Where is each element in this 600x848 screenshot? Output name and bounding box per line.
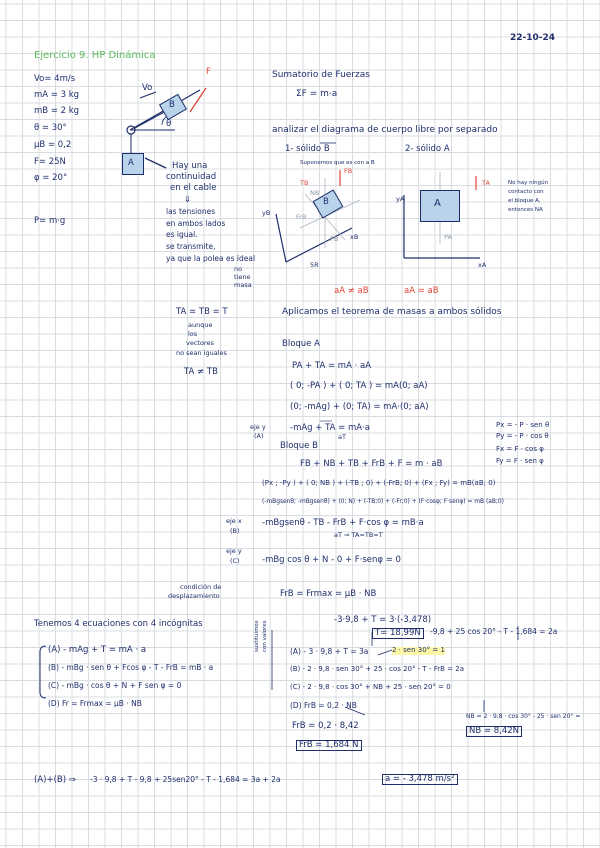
fr-calc: FrB = 0,2 · 8,42: [292, 721, 359, 731]
note-t-3: los: [188, 330, 198, 338]
label-theta: θ: [166, 119, 172, 129]
component-py: Py = - P · cos θ: [496, 432, 549, 440]
sen30-note: 2 · sen 30° = 1: [392, 646, 445, 654]
eje-y-a-tag: (A): [254, 432, 264, 440]
label-vo: Vo: [142, 83, 153, 93]
note-t-4: vectores: [186, 339, 214, 347]
sys-eq-2: (B) - mBg · sen θ + Fcos φ - T - FrB = mB · a: [48, 663, 214, 672]
note-t-6: TA ≠ TB: [184, 367, 218, 377]
note-cable-4: ⇓: [184, 195, 192, 205]
component-fy: Fy = F · sen φ: [496, 457, 544, 465]
block-a-heading: Bloque A: [282, 339, 320, 349]
sys-eq-1: (A) - mAg + T = mA · a: [48, 645, 147, 655]
component-px: Px = - P · sen θ: [496, 421, 550, 429]
eq-b-2: (Px ; -Py ) + ( 0; NB ) + (-TB ; 0) + (-FrB; 0) + (Fx ; Fy) = mB(aB; 0): [262, 479, 496, 487]
note-t-2: aunque: [188, 321, 213, 329]
sys-eq-4: (D) Fr = Frmax = μB · NB: [48, 699, 142, 708]
note-cable-10: no: [234, 265, 243, 273]
accel-eq: aA = aB: [404, 286, 439, 296]
eq-b-3: (-mBgsenθ; -mBgsenθ) + (0; N) + (-TB;0) + (-Fr;0) + (F·cosφ; F·senφ) = mB (aB;0): [262, 499, 504, 505]
eq-a-4: -mAg + TA = mA·a: [290, 423, 370, 433]
t-calc: -3·9,8 + T = 3·(-3,478): [334, 615, 432, 625]
force-ta: TA: [482, 179, 490, 187]
given-theta: θ = 30°: [34, 123, 67, 133]
eje-y-a: eje y: [250, 423, 266, 431]
nb-calc: NB = 2 · 9,8 · cos 30° - 25 · sen 20° =: [466, 713, 581, 720]
subs-eq-4: (D) FrB = 0,2 · NB: [290, 701, 357, 710]
given-p: P= m·g: [34, 216, 66, 226]
note-cable-5: las tensiones: [166, 207, 216, 216]
substitute-2: con valores: [262, 620, 268, 652]
note-t-5: no sean iguales: [176, 349, 227, 357]
eq-a-2: ( 0; -PA ) + ( 0; TA ) = mA(0; aA): [290, 381, 428, 391]
subs-eq-2: (B) - 2 · 9,8 · sen 30° + 25 · cos 20° - T - FrB = 2a: [290, 665, 464, 673]
force-nb: NB: [310, 189, 320, 197]
subs-eq-1: (A) - 3 · 9,8 + T = 3a: [290, 647, 369, 656]
given-mu: μB = 0,2: [34, 140, 72, 150]
slip-cond-1: condición de: [180, 583, 222, 591]
block-b-heading: Bloque B: [280, 441, 318, 451]
note-cable-2: continuidad: [166, 172, 217, 182]
at-label: aT: [338, 433, 346, 441]
note-cable-9: ya que la polea es ideal: [166, 254, 256, 263]
sum-forces-eq: ΣF = m·a: [296, 89, 338, 99]
suppose-note: Suponemos que es con a B: [300, 160, 375, 166]
accel-neq: aA ≠ aB: [334, 286, 369, 296]
sum-label: (A)+(B) ⇒: [34, 775, 76, 785]
fr-result: FrB = 1,684 N: [296, 740, 362, 751]
mass-theorem-title: Aplicamos el teorema de masas a ambos sólidos: [282, 307, 502, 317]
note-cable-3: en el cable: [170, 183, 217, 193]
axis-xa: xA: [478, 261, 487, 269]
axis-yb: yB: [262, 209, 271, 217]
right-eq: -9,8 + 25 cos 20° - T - 1,684 = 2a: [430, 627, 558, 636]
solid-b-title: 1- sólido B: [285, 144, 330, 154]
label-b: B: [169, 100, 175, 110]
note-cable-7: es igual.: [166, 230, 198, 239]
given-f: F= 25N: [34, 157, 66, 167]
slip-eq: FrB = Frmax = μB · NB: [280, 589, 377, 599]
eq-b-5: -mBg cos θ + N - 0 + F·senφ = 0: [262, 555, 401, 565]
no-contact-1: No hay ningún: [508, 180, 549, 186]
force-frb: FrB: [296, 213, 307, 221]
axis-ya: yA: [396, 195, 405, 203]
eje-y-b: eje y: [226, 547, 242, 555]
note-cable-11: tiene: [234, 273, 251, 281]
note-cable-12: masa: [234, 281, 252, 289]
axis-sr: 5R: [310, 261, 319, 269]
eje-y-b-tag: (C): [230, 557, 240, 565]
component-fx: Fx = F · cos φ: [496, 445, 544, 453]
solid-a-title: 2- sólido A: [405, 144, 450, 154]
given-phi: φ = 20°: [34, 173, 68, 183]
given-ma: mA = 3 kg: [34, 90, 80, 100]
note-t-1: TA = TB = T: [176, 307, 228, 317]
given-mb: mB = 2 kg: [34, 106, 80, 116]
no-contact-3: el bloque A,: [508, 198, 541, 204]
analysis-title: analizar el diagrama de cuerpo libre por separado: [272, 125, 498, 135]
nb-result: NB = 8,42N: [466, 726, 522, 737]
no-contact-2: contacto con: [508, 189, 544, 195]
sys-eq-3: (C) - mBg · cos θ + N + F sen φ = 0: [48, 681, 182, 690]
system-title: Tenemos 4 ecuaciones con 4 incógnitas: [34, 619, 203, 629]
note-cable-8: se transmite,: [166, 242, 216, 251]
t-result: T= 18,99N: [372, 628, 424, 639]
sum-eq: -3 · 9,8 + T - 9,8 + 25sen20° - T - 1,684 = 3a + 2a: [90, 775, 281, 784]
force-pb: PB: [330, 235, 339, 243]
given-vo: Vo= 4m/s: [34, 74, 76, 84]
label-f: F: [206, 67, 211, 77]
eq-a-1: PA + TA = mA · aA: [292, 361, 372, 371]
exercise-title: Ejercicio 9. HP Dinámica: [34, 50, 156, 61]
fbd-block-a-label: A: [434, 198, 441, 209]
note-cable-6: en ambos lados: [166, 219, 226, 228]
sum-forces-title: Sumatorio de Fuerzas: [272, 70, 370, 80]
fbd-block-b-label: B: [323, 197, 329, 207]
eje-x-b: eje x: [226, 517, 242, 525]
slip-cond-2: desplazamiento: [168, 592, 220, 600]
date: 22-10-24: [510, 33, 556, 43]
axis-xb: xB: [350, 233, 359, 241]
eq-a-3: (0; -mAg) + (0; TA) = mA·(0; aA): [290, 402, 429, 412]
force-tb: TB: [300, 179, 309, 187]
eje-x-b-tag: (B): [230, 527, 240, 535]
force-pa: PA: [444, 233, 452, 241]
substitute-1: sustituimos: [254, 620, 260, 652]
eq-b-note: aT ⇒ TA=TB=T: [334, 531, 383, 539]
subs-eq-3: (C) - 2 · 9,8 · cos 30° + NB + 25 · sen 20° = 0: [290, 683, 451, 691]
label-a: A: [128, 158, 134, 168]
eq-b-1: FB + NB + TB + FrB + F = m · aB: [300, 459, 443, 469]
no-contact-4: entonces NA: [508, 207, 543, 213]
eq-b-4: -mBgsenθ - TB - FrB + F·cos φ = mB·a: [262, 518, 424, 528]
force-fb: FB: [344, 167, 353, 175]
a-result: a = - 3,478 m/s²: [382, 774, 458, 785]
note-cable-1: Hay una: [172, 161, 208, 171]
